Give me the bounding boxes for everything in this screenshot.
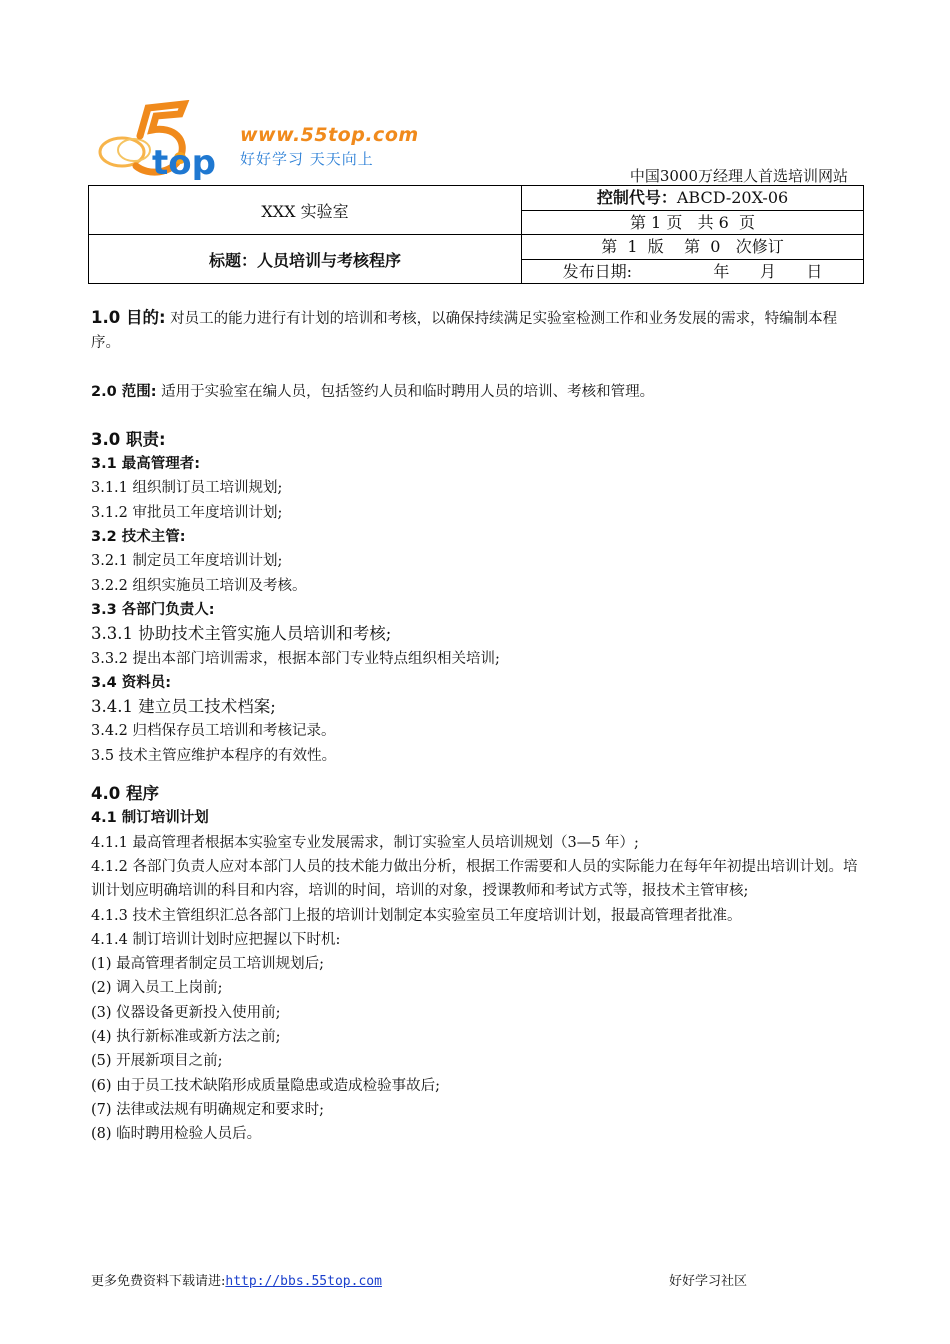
document-header-table (88, 185, 864, 284)
footer-text: 更多免费资料下载请进: (91, 1274, 226, 1289)
list-item: (7) 法律或法规有明确规定和要求时; (91, 1101, 325, 1118)
paragraph: 4.1.2 各部门负责人应对本部门人员的技术能力做出分析，根据工作需要和人员的实际能力在每年年初提出培训计划。培训计划应明确培训的科目和内容，培训的时间，培训的对象，授课教师和考试方式等，报技术主管审核; (91, 858, 858, 900)
list-item: (5) 开展新项目之前; (91, 1053, 223, 1070)
list-item: 3.2.2 组织实施员工培训及考核。 (91, 577, 307, 594)
document-title: 标题：人员培训与考核程序 (89, 235, 522, 284)
list-item: 3.1.1 组织制订员工培训规划; (91, 480, 283, 497)
logo-slogan: 好好学习 天天向上 (240, 150, 374, 168)
publish-date: 发布日期: 年 月 日 (522, 259, 864, 284)
page-count: 第 1 页 共 6 页 (522, 210, 864, 235)
subsection-heading: 3.2 技术主管: (91, 529, 186, 546)
list-item: 3.1.2 审批员工年度培训计划; (91, 504, 283, 521)
edition-info: 第 1 版 第 0 次修订 (522, 235, 864, 260)
subsection-heading: 3.4 资料员: (91, 674, 172, 691)
svg-text:top: top (152, 143, 216, 180)
list-item: 3.3.2 提出本部门培训需求，根据本部门专业特点组织相关培训; (91, 650, 500, 667)
section-scope (91, 380, 861, 404)
page-footer (91, 1270, 861, 1289)
subsection-heading: 4.1 制订培训计划 (91, 810, 209, 827)
section-heading-duties: 3.0 职责: (91, 429, 166, 449)
paragraph: 4.1.3 技术主管组织汇总各部门上报的培训计划制定本实验室员工年度培训计划，报最高管理者批准。 (91, 907, 742, 924)
section-purpose (91, 306, 861, 356)
lab-name: XXX 实验室 (89, 186, 522, 235)
logo-url: www.55top.com (240, 124, 419, 146)
section-label: 1.0 目的: (91, 308, 166, 327)
list-item: (8) 临时聘用检验人员后。 (91, 1126, 262, 1143)
list-item: 3.5 技术主管应维护本程序的有效性。 (91, 747, 337, 764)
list-item: (2) 调入员工上岗前; (91, 980, 223, 997)
paragraph: 4.1.1 最高管理者根据本实验室专业发展需求，制订实验室人员培训规划（3—5 年）; (91, 834, 639, 851)
list-item: 3.3.1 协助技术主管实施人员培训和考核; (91, 624, 392, 644)
footer-link[interactable]: http://bbs.55top.com (225, 1274, 382, 1289)
document-body (91, 306, 861, 1147)
control-code-label: 控制代号： (596, 188, 677, 208)
site-slogan: 中国3000万经理人首选培训网站 (629, 167, 848, 185)
list-item: (4) 执行新标准或新方法之前; (91, 1029, 281, 1046)
list-item: 3.4.1 建立员工技术档案; (91, 697, 276, 717)
list-item: (1) 最高管理者制定员工培训规划后; (91, 956, 325, 973)
section-label: 2.0 范围: (91, 383, 157, 400)
list-item: (6) 由于员工技术缺陷形成质量隐患或造成检验事故后; (91, 1077, 441, 1094)
section-text: 适用于实验室在编人员，包括签约人员和临时聘用人员的培训、考核和管理。 (156, 383, 655, 400)
list-item: (3) 仪器设备更新投入使用前; (91, 1004, 281, 1021)
subsection-heading: 3.1 最高管理者: (91, 456, 201, 473)
control-code-value: ABCD-20X-06 (676, 188, 789, 208)
section-text: 对员工的能力进行有计划的培训和考核，以确保持续满足实验室检测工作和业务发展的需求，特编制本程序。 (91, 311, 838, 352)
list-item: 3.2.1 制定员工年度培训计划; (91, 553, 283, 570)
list-item: 3.4.2 归档保存员工培训和考核记录。 (91, 723, 336, 740)
section-heading-procedure: 4.0 程序 (91, 784, 159, 804)
footer-community: 好好学习社区 (669, 1274, 748, 1289)
paragraph: 4.1.4 制订培训计划时应把握以下时机: (91, 931, 341, 948)
control-code-cell (522, 186, 864, 211)
subsection-heading: 3.3 各部门负责人: (91, 601, 215, 618)
